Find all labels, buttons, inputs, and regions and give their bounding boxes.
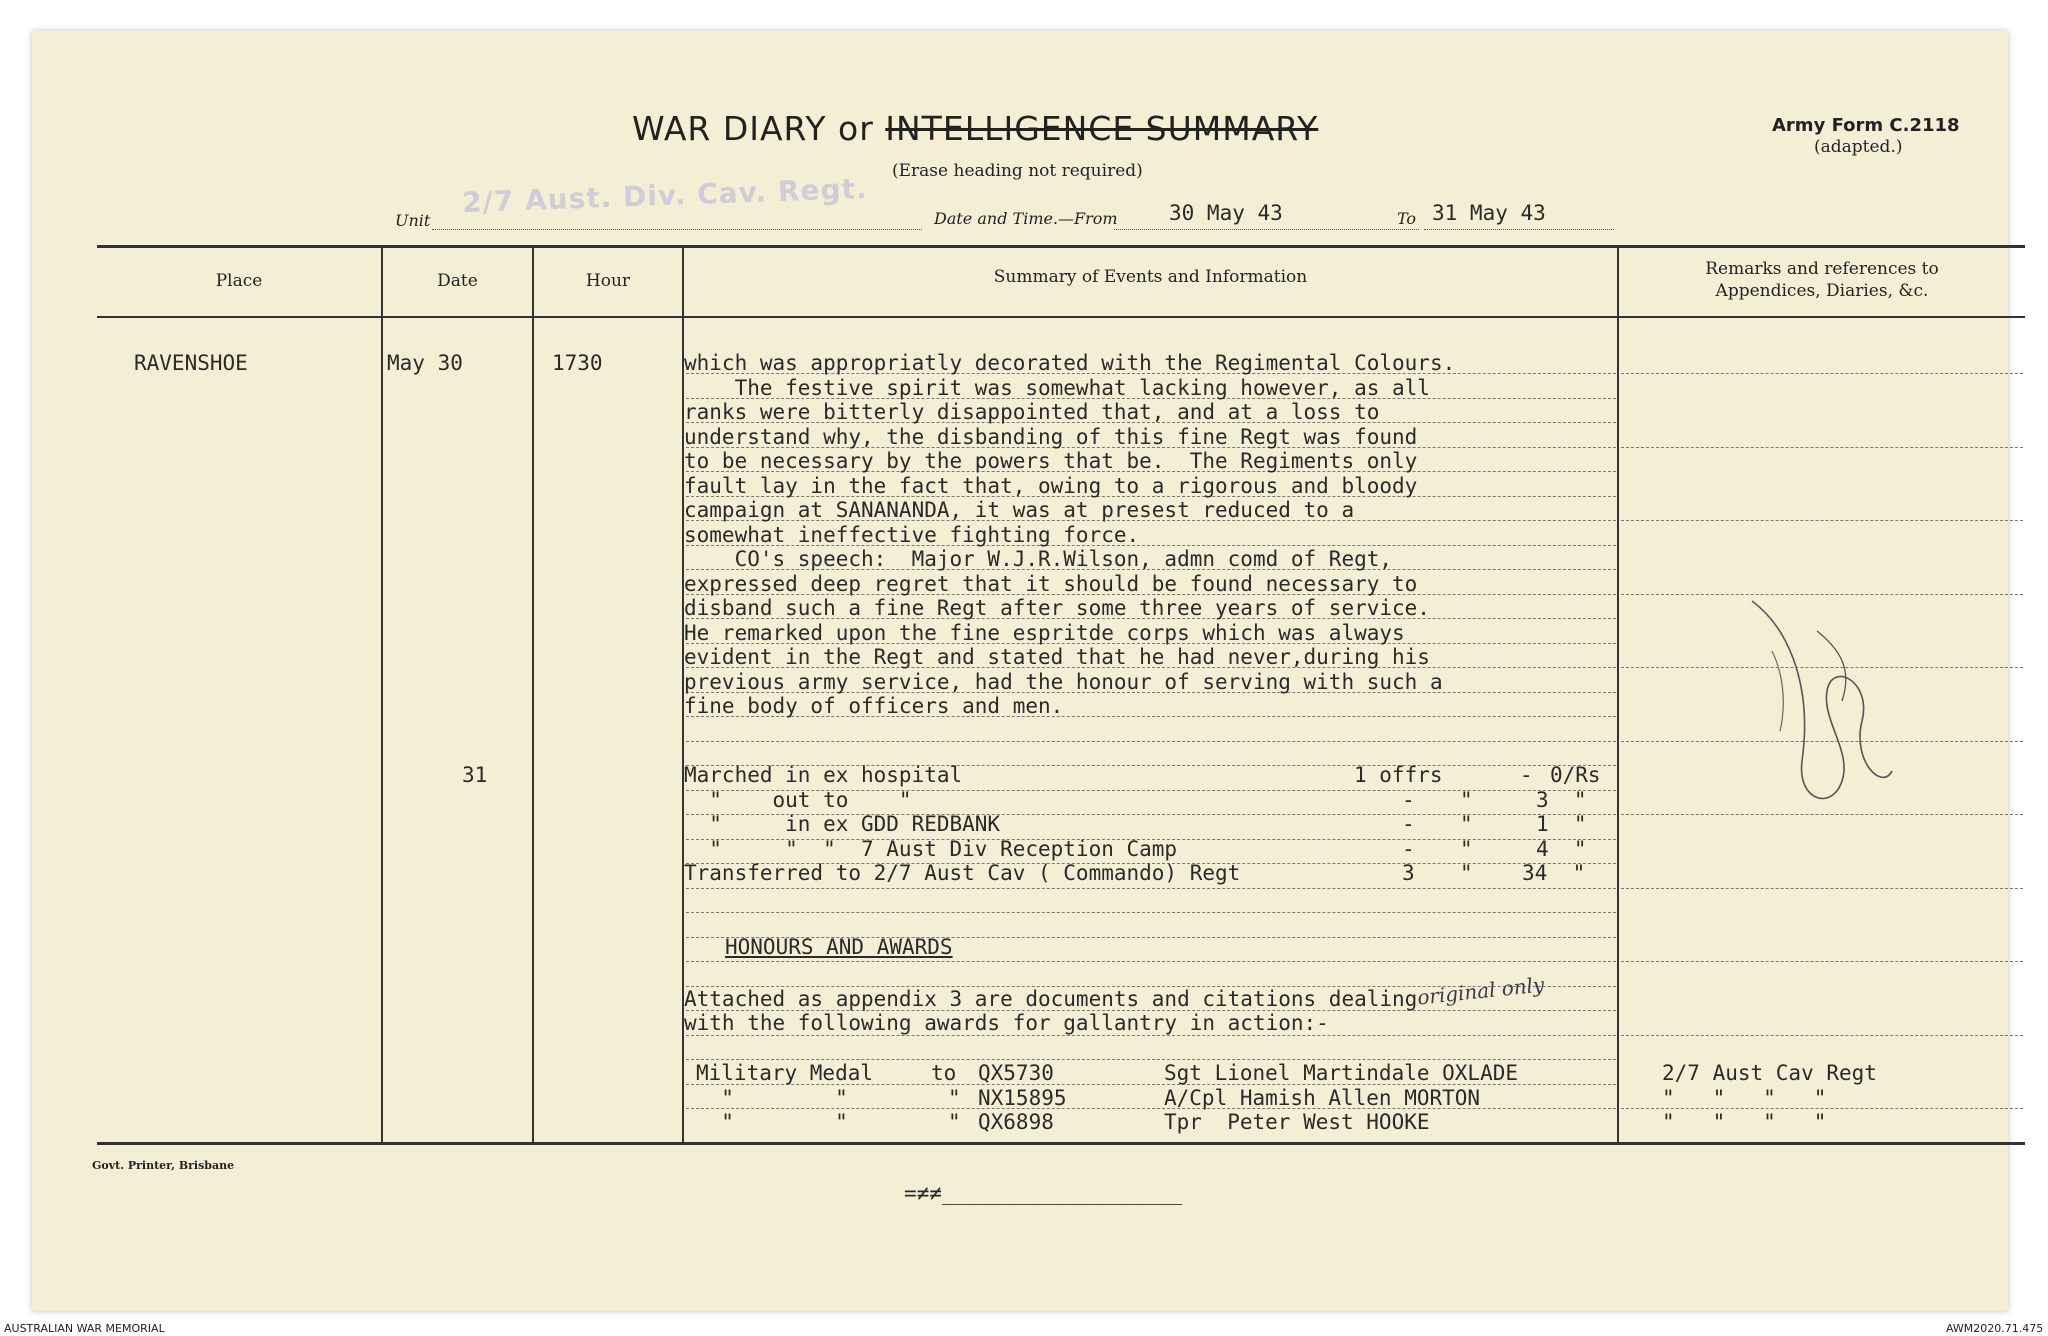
war-diary-title: WAR DIARY or: [632, 109, 874, 148]
summary-line: He remarked upon the fine espritde corps which was always: [684, 620, 1405, 645]
award-remark: " " " ": [1662, 1085, 1827, 1110]
strength-table: [684, 763, 1624, 886]
to-label: To: [1397, 209, 1417, 228]
strength-row: [684, 763, 1624, 788]
remarks-ruled-line: [1621, 373, 2023, 374]
award-remark: 2/7 Aust Cav Regt: [1662, 1061, 1877, 1085]
form-title: [632, 109, 1318, 148]
summary-line: expressed deep regret that it should be found necessary to: [684, 571, 1418, 596]
strength-dash: ": [1460, 861, 1473, 885]
to-dotline: [1424, 229, 1614, 230]
strength-ors: 0/Rs: [1550, 763, 1601, 787]
honours-title: HONOURS AND AWARDS: [725, 935, 953, 959]
entry-hour: 1730: [552, 351, 603, 375]
col-divider-date: [532, 245, 534, 1143]
award-number: NX15895: [978, 1085, 1067, 1110]
strength-offrs: 3: [1402, 861, 1415, 885]
date-time-label: Date and Time.—From: [934, 209, 1118, 228]
caption-right: AWM2020.71.475: [1946, 1322, 2044, 1335]
col-divider-summary: [1617, 245, 1619, 1143]
summary-line: understand why, the disbanding of this fine Regt was found: [684, 424, 1418, 449]
summary-line: somewhat ineffective fighting force.: [684, 522, 1140, 547]
signature-scribble: [1732, 571, 1912, 831]
from-dotline: [1114, 229, 1419, 230]
strength-row: [684, 812, 1624, 837]
strength-ors: 3 ": [1536, 787, 1587, 812]
adapted-note: (adapted.): [1814, 137, 1903, 157]
award-remarks: [1662, 1061, 1877, 1135]
header-summary: Summary of Events and Information: [993, 267, 1308, 287]
strength-row: [684, 788, 1624, 813]
strength-dash: ": [1460, 836, 1473, 861]
entry-summary-text: [684, 351, 1455, 719]
award-number: QX6898: [978, 1110, 1054, 1134]
strength-desc: " out to ": [684, 787, 912, 812]
header-date: Date: [437, 271, 478, 291]
remarks-ruled-line: [1621, 888, 2023, 889]
to-date: 31 May 43: [1432, 201, 1546, 225]
erase-note: (Erase heading not required): [892, 161, 1143, 181]
summary-ruled-line: [686, 912, 1616, 913]
summary-ruled-line: [686, 961, 1616, 962]
award-number: QX5730: [978, 1061, 1054, 1085]
unit-dotline: [432, 229, 922, 230]
strength-offrs: -: [1402, 787, 1415, 812]
award-name: A/Cpl Hamish Allen MORTON: [1164, 1085, 1481, 1110]
from-date: 30 May 43: [1169, 201, 1283, 225]
strength-row: [684, 837, 1624, 862]
summary-ruled-line: [686, 741, 1616, 742]
award-medal: " ": [696, 1085, 848, 1110]
table-bottom-rule: [97, 1142, 2025, 1145]
award-to: to: [931, 1061, 957, 1085]
strength-dash: -: [1520, 763, 1533, 787]
bottom-rule-mark: =≠≠___________________: [904, 1181, 1183, 1205]
summary-line: which was appropriatly decorated with the Regimental Colours.: [684, 351, 1456, 375]
summary-line: evident in the Regt and stated that he had never,during his: [684, 645, 1430, 669]
unit-label: Unit: [395, 211, 431, 230]
summary-line: campaign at SANANANDA, it was at presest reduced to a: [684, 498, 1355, 522]
summary-line: ranks were bitterly disappointed that, and at a loss to: [684, 400, 1380, 424]
caption-left: AUSTRALIAN WAR MEMORIAL: [4, 1322, 165, 1335]
entry2-date: 31: [462, 763, 488, 787]
strength-ors: 1 ": [1536, 812, 1587, 836]
strength-ors: 34 ": [1522, 861, 1586, 885]
honours-line-1: Attached as appendix 3 are documents and citations dealing: [684, 987, 1418, 1011]
strength-offrs: -: [1402, 836, 1415, 861]
strength-desc: Marched in ex hospital: [684, 763, 963, 787]
diary-page: [32, 31, 2008, 1311]
award-name: Tpr Peter West HOOKE: [1164, 1110, 1430, 1134]
header-hour: Hour: [585, 271, 631, 291]
table-header-rule: [97, 316, 2025, 318]
award-to: ": [948, 1085, 961, 1110]
summary-ruled-line: [686, 888, 1616, 889]
remarks-ruled-line: [1621, 447, 2023, 448]
summary-line: previous army service, had the honour of serving with such a: [684, 669, 1443, 694]
summary-line: disband such a fine Regt after some three years of service.: [684, 596, 1430, 620]
entry-place: RAVENSHOE: [134, 351, 248, 375]
handwritten-note: original only: [1416, 972, 1546, 1010]
remarks-ruled-line: [1621, 961, 2023, 962]
summary-line: fault lay in the fact that, owing to a rigorous and bloody: [684, 473, 1418, 498]
printer-credit: Govt. Printer, Brisbane: [92, 1159, 235, 1172]
remarks-ruled-line: [1621, 1035, 2023, 1036]
strength-desc: " " " 7 Aust Div Reception Camp: [684, 836, 1178, 861]
remarks-ruled-line: [1621, 520, 2023, 521]
summary-line: to be necessary by the powers that be. The Regiments only: [684, 449, 1418, 473]
honours-line-2: with the following awards for gallantry in action:-: [684, 1011, 1329, 1035]
col-divider-place: [381, 245, 383, 1143]
strength-desc: " in ex GDD REDBANK: [684, 812, 1001, 836]
header-remarks-1: Remarks and references to: [1705, 259, 1939, 279]
strength-desc: Transferred to 2/7 Aust Cav ( Commando) Regt: [684, 861, 1241, 885]
strength-offrs: -: [1402, 812, 1415, 836]
table-top-rule: [97, 245, 2025, 248]
unit-stamp: 2/7 Aust. Div. Cav. Regt.: [461, 171, 869, 220]
award-name: Sgt Lionel Martindale OXLADE: [1164, 1061, 1519, 1085]
summary-line: CO's speech: Major W.J.R.Wilson, admn comd of Regt,: [684, 547, 1393, 571]
header-remarks-2: Appendices, Diaries, &c.: [1715, 281, 1929, 301]
army-form-number: Army Form C.2118: [1772, 115, 1960, 136]
summary-line: fine body of officers and men.: [684, 694, 1064, 718]
header-place: Place: [215, 271, 263, 291]
strength-ors: 4 ": [1536, 836, 1587, 861]
intelligence-summary-struck: INTELLIGENCE SUMMARY: [885, 109, 1319, 148]
award-to: ": [948, 1110, 961, 1134]
entry-date: May 30: [387, 351, 463, 375]
strength-row: [684, 861, 1624, 886]
award-medal: Military Medal: [696, 1061, 874, 1085]
strength-dash: ": [1460, 787, 1473, 812]
summary-line: The festive spirit was somewhat lacking however, as all: [684, 375, 1430, 400]
strength-offrs: 1 offrs: [1354, 763, 1443, 787]
award-remark: " " " ": [1662, 1110, 1827, 1134]
award-medal: " ": [696, 1110, 848, 1134]
strength-dash: ": [1460, 812, 1473, 836]
summary-ruled-line: [686, 1059, 1616, 1060]
